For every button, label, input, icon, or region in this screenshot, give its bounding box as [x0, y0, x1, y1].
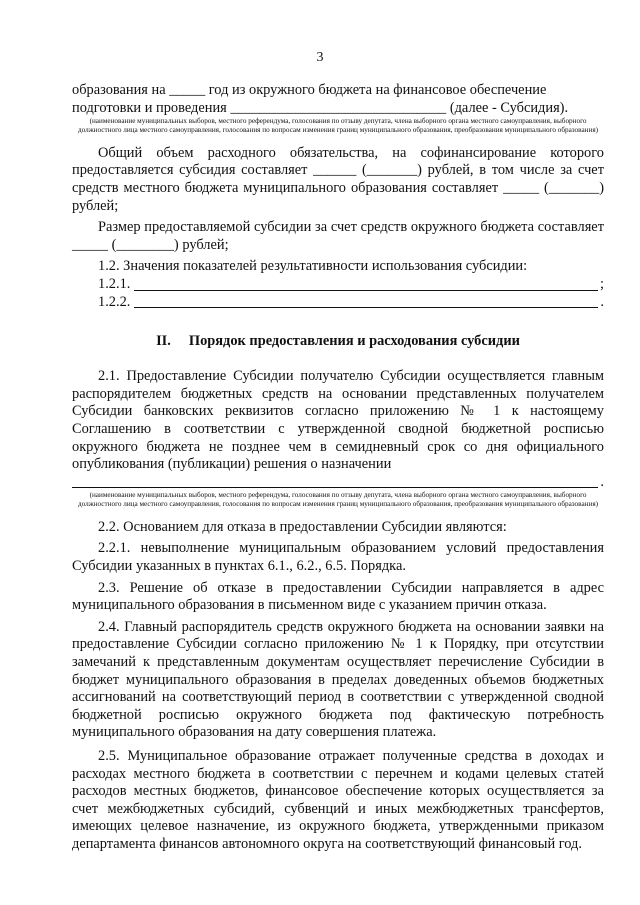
section-2-footnote: (наименование муниципальных выборов, местного референдума, голосования по отзыву депутата, члена выборного органа местного самоуправления, выборного должностного лица местного самоуправления, голосования по вопросам изменения границ муниципального образования, преобразования муниципального образования)	[77, 491, 599, 509]
indicators-title: 1.2. Значения показателей результативности использования субсидии:	[98, 258, 528, 275]
document-body	[72, 82, 604, 854]
paragraph-2-1-blank	[72, 474, 598, 488]
indicator-item-2	[72, 294, 604, 312]
paragraph-2-1-blank-line	[72, 474, 604, 492]
indicator-item-2-label: 1.2.2.	[98, 293, 131, 310]
indicator-item-1	[72, 276, 604, 294]
section-2-number: II.	[156, 333, 171, 350]
intro-line-1: образования на _____ год из окружного бюджета на финансовое обеспечение	[72, 82, 547, 98]
page-number: 3	[316, 50, 324, 65]
paragraph-2-2-1: 2.2.1. невыполнение муниципальным образованием условий предоставления Субсидии указанных в пунктах 6.1., 6.2., 6.5. Порядка.	[72, 540, 604, 575]
intro-line-2: подготовки и проведения ______________________________ (далее - Субсидия).	[72, 99, 569, 116]
size-paragraph: Размер предоставляемой субсидии за счет средств окружного бюджета составляет _____ (________) рублей;	[72, 219, 604, 253]
paragraph-2-1: 2.1. Предоставление Субсидии получателю Субсидии осуществляется главным распорядителем бюджетных средств на основании представленных получателем Субсидии банковских реквизитов согласно приложению № 1 к настоящему Соглашению в соответствии с утвержденной сводной бюджетной росписью окружного бюджета не позднее чем в семидневный срок со дня официального опубликования (публикации) решения о назначении	[72, 368, 604, 473]
indicator-item-1-end: ;	[600, 275, 604, 292]
indicator-item-1-blank	[134, 277, 598, 291]
paragraph-2-1-end: .	[600, 473, 604, 490]
indicator-item-2-blank	[134, 294, 598, 308]
volume-paragraph: Общий объем расходного обязательства, на софинансирование которого предоставляется субсидия составляет ______ (_______) рублей, в том числе за счет средств местного бюджета муниципального образования составляет _____ (_______) рублей;	[72, 144, 604, 214]
section-2-title: Порядок предоставления и расходования субсидии	[188, 333, 520, 350]
indicator-item-2-end: .	[600, 293, 604, 310]
paragraph-2-2: 2.2. Основанием для отказа в предоставлении Субсидии являются:	[98, 518, 507, 535]
section-2-heading	[72, 333, 604, 350]
indicator-item-1-label: 1.2.1.	[98, 275, 131, 292]
intro-footnote: (наименование муниципальных выборов, местного референдума, голосования по отзыву депутата, члена выборного органа местного самоуправления, выборного должностного лица местного самоуправления, голосования по вопросам изменения границ муниципального образования, преобразования муниципального образования)	[77, 117, 599, 134]
paragraph-2-5: 2.5. Муниципальное образование отражает полученные средства в доходах и расходах местного бюджета в соответствии с перечнем и кодами целевых статей расходов местных бюджетов, финансовое обеспечение которых осуществляется за счет межбюджетных субсидий, субвенций и иных межбюджетных трансфертов, имеющих целевое назначение, из окружного бюджета, утвержденными приказом департамента финансов автономного округа на соответствующий финансовый год.	[72, 748, 604, 852]
paragraph-2-4: 2.4. Главный распорядитель средств окружного бюджета на основании заявки на предоставление Субсидии согласно приложению № 1 к Порядку, при отсутствии замечаний к представленным документам осуществляет перечисление Субсидии в бюджет муниципального образования в пределах доведенных объемов бюджетных ассигнований на соответствующий период в соответствии с утвержденной сводной бюджетной росписью окружного бюджета под фактическую потребность муниципального образования на дату совершения платежа.	[72, 618, 604, 741]
paragraph-2-3: 2.3. Решение об отказе в предоставлении Субсидии направляется в адрес муниципального образования в письменном виде с указанием причин отказа.	[72, 579, 604, 614]
